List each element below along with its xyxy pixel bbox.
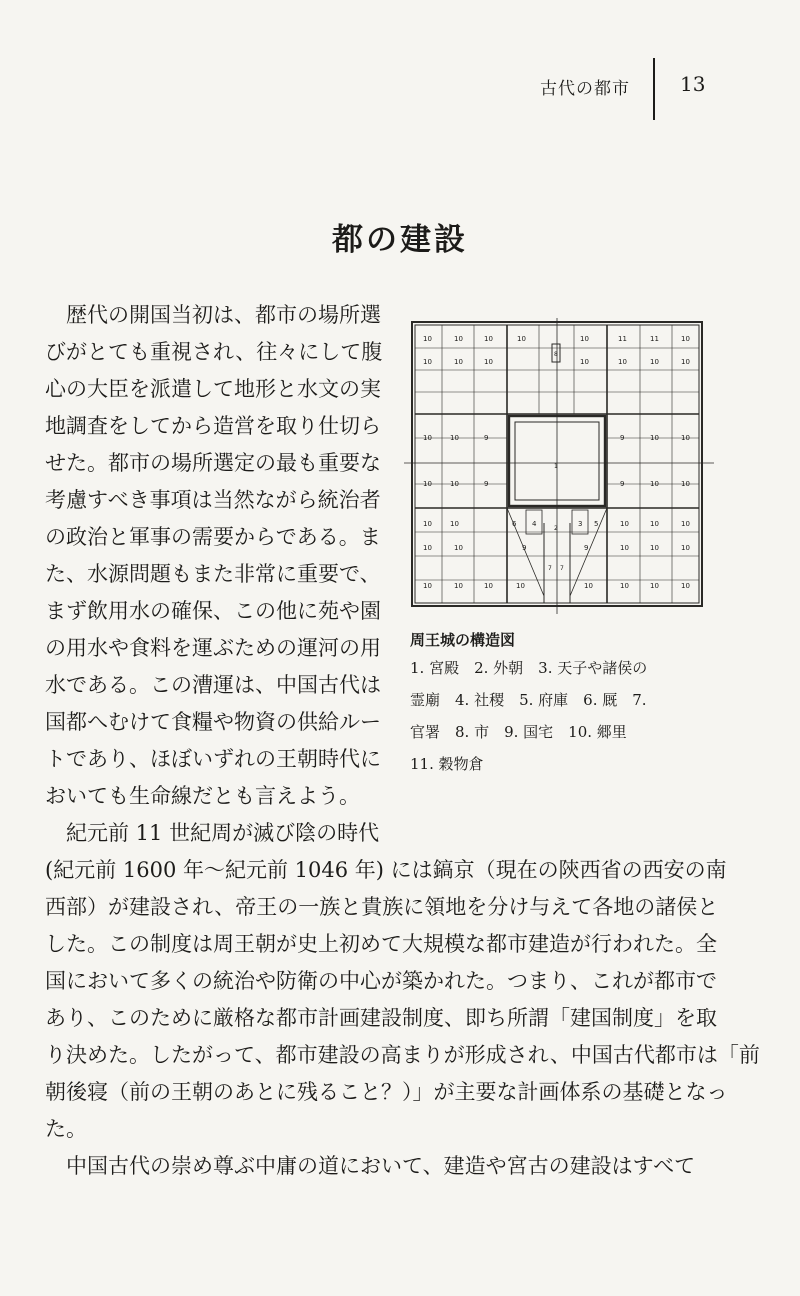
plan-label: 10 xyxy=(584,582,593,590)
plan-label: 10 xyxy=(650,480,659,488)
city-plan-diagram xyxy=(404,318,714,618)
body-line: の用水や食料を運ぶための運河の用 xyxy=(45,636,381,660)
figure-caption-line: 霊廟 4. 社稷 5. 府庫 6. 厩 7. xyxy=(410,691,647,709)
plan-label: 9 xyxy=(484,480,489,488)
body-line: 朝後寝（前の王朝のあとに残ること？）」が主要な計画体系の基礎となっ xyxy=(45,1080,728,1104)
body-line: おいても生命線だとも言えよう。 xyxy=(45,784,360,808)
figure-caption-line: 官署 8. 市 9. 国宅 10. 郷里 xyxy=(410,723,627,741)
plan-label: 10 xyxy=(650,582,659,590)
plan-label: 10 xyxy=(580,335,589,343)
section-title: 都の建設 xyxy=(332,222,468,258)
plan-label: 9 xyxy=(484,434,489,442)
plan-label: 10 xyxy=(620,544,629,552)
body-line: 西部）が建設され、帝王の一族と貴族に領地を分け与えて各地の諸侯と xyxy=(45,895,719,919)
plan-label: 10 xyxy=(650,544,659,552)
body-line: た、水源問題もまた非常に重要で、 xyxy=(45,562,381,586)
plan-label: 10 xyxy=(484,358,493,366)
plan-label: 10 xyxy=(681,480,690,488)
body-line: トであり、ほぼいずれの王朝時代に xyxy=(45,747,381,771)
plan-label: 1 xyxy=(554,463,558,470)
plan-label: 10 xyxy=(620,520,629,528)
body-line: た。 xyxy=(45,1117,87,1141)
body-line: した。この制度は周王朝が史上初めて大規模な都市建造が行われた。全 xyxy=(45,932,717,956)
plan-label: 10 xyxy=(484,335,493,343)
plan-label: 4 xyxy=(532,520,537,528)
plan-label: 10 xyxy=(450,480,459,488)
plan-label: 10 xyxy=(681,335,690,343)
plan-label: 10 xyxy=(454,582,463,590)
plan-label: 10 xyxy=(423,520,432,528)
plan-label: 10 xyxy=(517,335,526,343)
body-line: 考慮すべき事項は当然ながら統治者 xyxy=(45,488,381,512)
body-line: まず飲用水の確保、この他に苑や園 xyxy=(45,599,381,623)
plan-label: 10 xyxy=(650,434,659,442)
plan-label: 9 xyxy=(620,480,625,488)
plan-label: 10 xyxy=(454,544,463,552)
body-line: あり、このために厳格な都市計画建設制度、即ち所謂「建国制度」を取 xyxy=(45,1006,717,1030)
plan-label: 9 xyxy=(620,434,625,442)
plan-label: 10 xyxy=(423,358,432,366)
body-line: せた。都市の場所選定の最も重要な xyxy=(45,451,381,475)
plan-label: 10 xyxy=(423,582,432,590)
figure-caption-title: 周王城の構造図 xyxy=(410,631,516,649)
plan-label: 2 xyxy=(554,525,558,532)
plan-label: 10 xyxy=(423,480,432,488)
plan-label: 8 xyxy=(554,351,558,358)
body-line: 心の大臣を派遣して地形と水文の実 xyxy=(45,377,381,401)
plan-label: 10 xyxy=(450,434,459,442)
plan-label: 10 xyxy=(618,358,627,366)
body-line: の政治と軍事の需要からである。ま xyxy=(45,525,381,549)
plan-label: 10 xyxy=(423,544,432,552)
plan-label: 9 xyxy=(584,544,589,552)
body-line: 国において多くの統治や防衛の中心が築かれた。つまり、これが都市で xyxy=(45,969,717,993)
plan-label: 10 xyxy=(681,434,690,442)
body-line: 歴代の開国当初は、都市の場所選 xyxy=(66,303,381,327)
plan-label: 10 xyxy=(681,358,690,366)
body-line: 国都へむけて食糧や物資の供給ルー xyxy=(45,710,381,734)
plan-label: 7 xyxy=(560,565,564,572)
plan-label: 10 xyxy=(681,582,690,590)
plan-label: 6 xyxy=(512,520,517,528)
plan-label: 10 xyxy=(454,358,463,366)
plan-label: 5 xyxy=(594,520,599,528)
plan-label: 11 xyxy=(618,335,627,343)
body-line: 紀元前 11 世紀周が滅び陰の時代 xyxy=(66,821,380,845)
body-line: り決めた。したがって、都市建設の高まりが形成され、中国古代都市は「前 xyxy=(45,1043,760,1067)
body-line: 中国古代の崇め尊ぶ中庸の道において、建造や宮古の建設はすべて xyxy=(66,1154,696,1178)
plan-label: 10 xyxy=(681,520,690,528)
page-number: 13 xyxy=(680,72,706,96)
running-head: 古代の都市 xyxy=(540,79,630,99)
plan-label: 10 xyxy=(516,582,525,590)
plan-label: 10 xyxy=(484,582,493,590)
body-line: 地調査をしてから造営を取り仕切ら xyxy=(45,414,381,438)
plan-label: 10 xyxy=(450,520,459,528)
plan-label: 3 xyxy=(578,520,583,528)
plan-label: 10 xyxy=(454,335,463,343)
body-line: 水である。この漕運は、中国古代は xyxy=(45,673,381,697)
figure-caption-line: 11. 穀物倉 xyxy=(410,755,484,773)
header-rule xyxy=(653,58,655,120)
plan-label: 11 xyxy=(650,335,659,343)
plan-label: 10 xyxy=(580,358,589,366)
plan-label: 9 xyxy=(522,544,527,552)
plan-label: 10 xyxy=(423,434,432,442)
body-line: びがとても重視され、往々にして腹 xyxy=(45,340,383,364)
body-line: (紀元前 1600 年〜紀元前 1046 年) には鎬京（現在の陝西省の西安の南 xyxy=(45,858,727,882)
figure-caption-line: 1. 宮殿 2. 外朝 3. 天子や諸侯の xyxy=(410,659,648,677)
plan-label: 10 xyxy=(681,544,690,552)
plan-label: 10 xyxy=(650,520,659,528)
plan-label: 10 xyxy=(620,582,629,590)
plan-label: 10 xyxy=(423,335,432,343)
plan-label: 7 xyxy=(548,565,552,572)
plan-label: 10 xyxy=(650,358,659,366)
